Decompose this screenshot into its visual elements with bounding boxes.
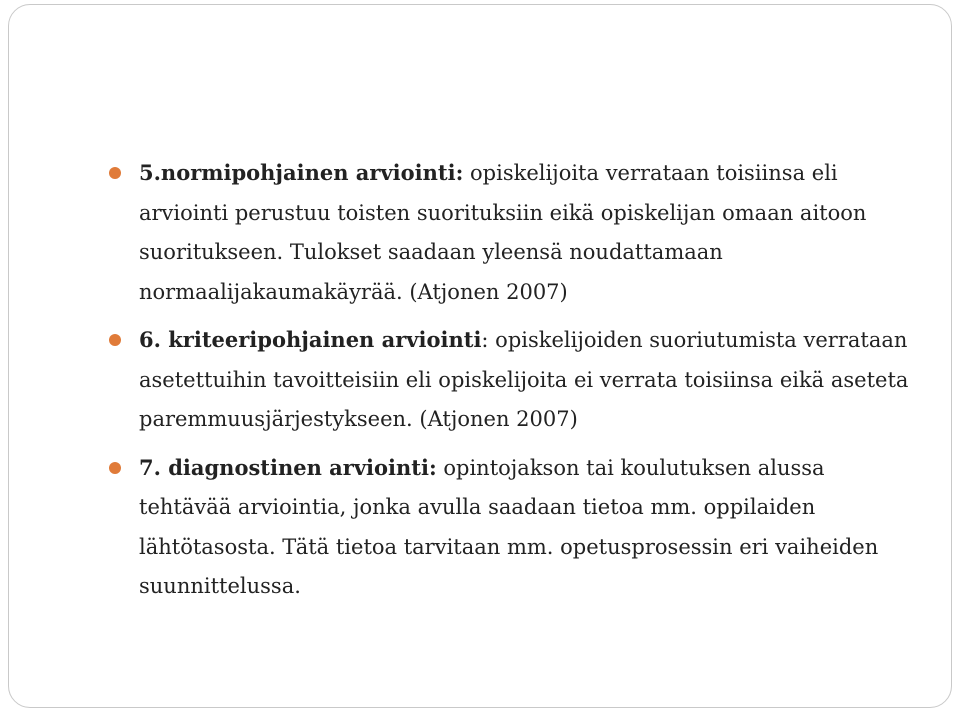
bullet-dot-icon: [109, 334, 121, 346]
bullet-term: 5.normipohjainen arviointi:: [139, 160, 464, 185]
bullet-list: [109, 153, 909, 607]
bullet-text: : opiskelijoiden suoriutumista verrataan asetettuihin tavoitteisiin eli opiskelijoita ei verrata toisiinsa eikä aseteta paremmuusjärjestykseen. (Atjonen 2007): [139, 328, 909, 431]
slide-frame: [8, 4, 952, 708]
bullet-term: 7. diagnostinen arviointi:: [139, 454, 437, 480]
bullet-dot-icon: [109, 462, 121, 474]
bullet-dot-icon: [109, 167, 121, 179]
bullet-item-normipohjainen: [109, 153, 909, 312]
bullet-text: opintojakson tai koulutuksen alussa tehtävää arviointia, jonka avulla saadaan tietoa mm. oppilaiden lähtötasosta. Tätä tietoa tarvitaan mm. opetusprosessin eri vaiheiden suunnittelussa.: [139, 455, 879, 598]
bullet-term: 6. kriteeripohjainen arviointi: [139, 327, 482, 352]
bullet-item-diagnostinen: [109, 448, 909, 607]
bullet-text: opiskelijoita verrataan toisiinsa eli arviointi perustuu toisten suorituksiin eikä opiskelijan omaan aitoon suoritukseen. Tulokset saadaan yleensä noudattamaan normaalijakaumakäyrää. (Atjonen 2007): [139, 161, 867, 304]
bullet-item-kriteeripohjainen: [109, 320, 909, 440]
